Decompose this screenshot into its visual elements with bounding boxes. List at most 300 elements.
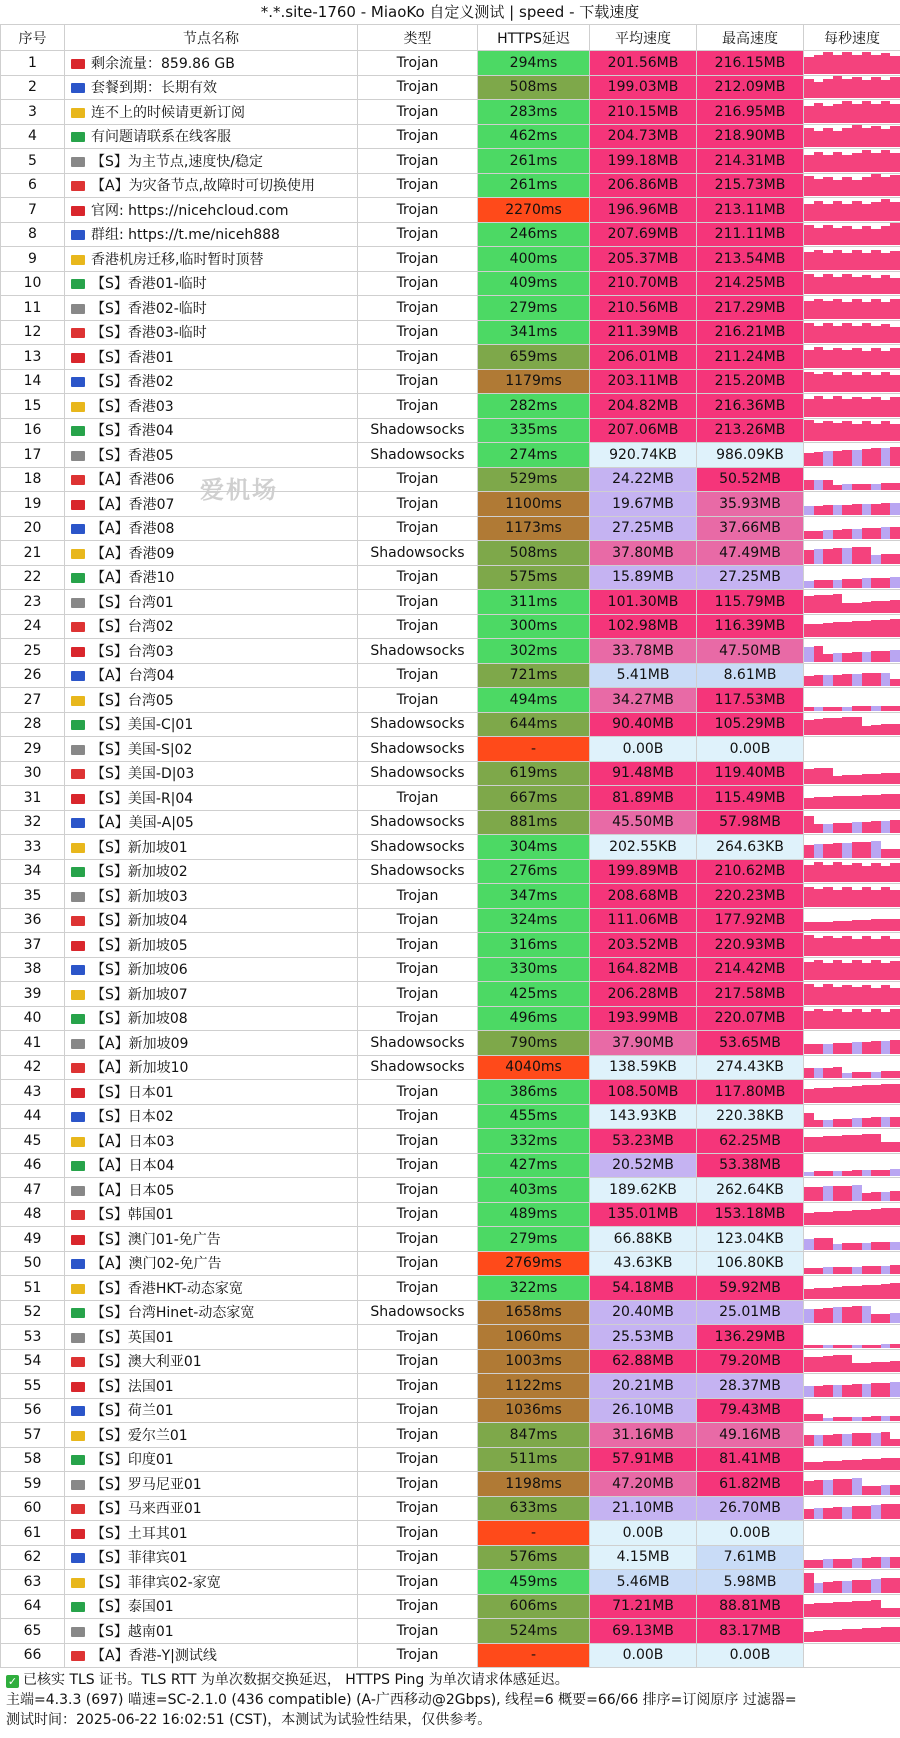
table-row[interactable] (1, 369, 900, 394)
table-row[interactable] (1, 1570, 900, 1595)
flag-icon (71, 941, 85, 951)
node-type: Trojan (358, 565, 478, 590)
table-row[interactable] (1, 933, 900, 958)
https-latency: 462ms (478, 124, 590, 149)
sparkline-bar (871, 1134, 881, 1152)
table-row[interactable] (1, 198, 900, 223)
node-name (65, 320, 358, 345)
sparkline-bar (804, 1481, 814, 1495)
table-row[interactable] (1, 884, 900, 909)
sparkline-bar (814, 1187, 824, 1201)
max-speed: 153.18MB (697, 1202, 804, 1227)
per-second-sparkline (804, 1178, 900, 1203)
sparkline-bar (852, 1286, 862, 1299)
table-row[interactable] (1, 810, 900, 835)
per-second-sparkline (804, 1374, 900, 1399)
node-type: Trojan (358, 1202, 478, 1227)
sparkline-bar (814, 1068, 824, 1078)
max-speed: 61.82MB (697, 1472, 804, 1497)
table-row[interactable] (1, 761, 900, 786)
node-name (65, 369, 358, 394)
table-row[interactable] (1, 565, 900, 590)
per-second-sparkline (804, 1349, 900, 1374)
node-name-text: 【S】台湾02 (91, 619, 174, 636)
flag-icon (71, 304, 85, 314)
table-row[interactable] (1, 1178, 900, 1203)
table-row[interactable] (1, 639, 900, 664)
table-row[interactable] (1, 1619, 900, 1644)
table-row[interactable] (1, 296, 900, 321)
row-index: 51 (1, 1276, 65, 1301)
sparkline-bar (871, 939, 881, 956)
sparkline-bar (871, 651, 881, 661)
https-latency: 274ms (478, 443, 590, 468)
table-row[interactable] (1, 663, 900, 688)
sparkline-bar (814, 131, 824, 148)
flag-icon (71, 1578, 85, 1588)
https-latency: 425ms (478, 982, 590, 1007)
col-header-per-second[interactable]: 每秒速度 (804, 25, 900, 51)
sparkline-bar (871, 1433, 881, 1446)
node-name-text: 【A】香港06 (91, 472, 175, 489)
sparkline-bar (833, 1119, 843, 1127)
sparkline-bar (890, 503, 900, 515)
table-row[interactable] (1, 1129, 900, 1154)
node-type: Trojan (358, 1521, 478, 1546)
table-row[interactable] (1, 1423, 900, 1448)
table-row[interactable] (1, 1398, 900, 1423)
table-row[interactable] (1, 149, 900, 174)
row-index: 54 (1, 1349, 65, 1374)
table-row[interactable] (1, 541, 900, 566)
https-latency: 489ms (478, 1202, 590, 1227)
sparkline-bar (842, 1460, 852, 1470)
table-row[interactable] (1, 443, 900, 468)
avg-speed: 199.89MB (590, 859, 697, 884)
sparkline-bar (852, 180, 862, 197)
avg-speed: 202.55KB (590, 835, 697, 860)
row-index: 31 (1, 786, 65, 811)
avg-speed: 0.00B (590, 1643, 697, 1668)
table-row[interactable] (1, 1031, 900, 1056)
max-speed: 115.49MB (697, 786, 804, 811)
sparkline-bar (871, 1009, 881, 1029)
table-row[interactable] (1, 688, 900, 713)
flag-icon (71, 1553, 85, 1563)
https-latency: 335ms (478, 418, 590, 443)
sparkline-bar (823, 797, 833, 809)
node-name-text: 【S】马来西亚01 (91, 1501, 202, 1518)
sparkline-bar (871, 1486, 881, 1495)
sparkline-bar (842, 274, 852, 294)
sparkline-bar (823, 372, 833, 392)
node-name-text: 【S】香港05 (91, 447, 174, 464)
table-row[interactable] (1, 859, 900, 884)
node-name (65, 516, 358, 541)
sparkline-bar (833, 326, 843, 343)
https-latency: 341ms (478, 320, 590, 345)
https-latency: 633ms (478, 1496, 590, 1521)
sparkline-bar (842, 622, 852, 637)
avg-speed: 0.00B (590, 737, 697, 762)
table-row[interactable] (1, 345, 900, 370)
sparkline-bar (890, 348, 900, 368)
flag-icon (71, 83, 85, 93)
max-speed: 37.66MB (697, 516, 804, 541)
flag-icon (71, 1210, 85, 1220)
row-index: 16 (1, 418, 65, 443)
flag-icon (71, 1651, 85, 1661)
https-latency: 1658ms (478, 1300, 590, 1325)
per-second-sparkline (804, 1447, 900, 1472)
table-row[interactable] (1, 1374, 900, 1399)
table-row[interactable] (1, 908, 900, 933)
sparkline-bar (833, 104, 843, 123)
sparkline-bar (881, 503, 891, 515)
sparkline-bar (804, 1462, 814, 1470)
sparkline-bar (862, 150, 872, 172)
table-row[interactable] (1, 1594, 900, 1619)
sparkline-bar (881, 1142, 891, 1151)
sparkline-bar (814, 595, 824, 613)
table-row[interactable] (1, 737, 900, 762)
row-index: 40 (1, 1006, 65, 1031)
sparkline-bar (823, 707, 833, 711)
table-row[interactable] (1, 492, 900, 517)
table-row[interactable] (1, 1521, 900, 1546)
sparkline-bar (814, 1583, 824, 1593)
flag-icon (71, 132, 85, 142)
sparkline-bar (871, 1285, 881, 1299)
avg-speed: 90.40MB (590, 712, 697, 737)
table-row[interactable] (1, 75, 900, 100)
node-name-text: 【S】新加坡04 (91, 913, 188, 930)
table-row[interactable] (1, 712, 900, 737)
sparkline-bar (833, 1136, 843, 1152)
max-speed: 79.43MB (697, 1398, 804, 1423)
sparkline-bar (804, 887, 814, 907)
col-header-name[interactable]: 节点名称 (65, 25, 358, 51)
sparkline-bar (814, 1212, 824, 1225)
sparkline-bar (890, 1557, 900, 1569)
sparkline-bar (842, 484, 852, 490)
flag-icon (71, 1284, 85, 1294)
col-header-max-speed[interactable]: 最高速度 (697, 25, 804, 51)
node-name-text: 【A】为灾备节点,故障时可切换使用 (91, 178, 316, 195)
sparkline-bar (852, 1384, 862, 1397)
node-name (65, 1619, 358, 1644)
per-second-sparkline (804, 565, 900, 590)
sparkline-bar (823, 580, 833, 588)
sparkline-bar (804, 1386, 814, 1396)
sparkline-bar (814, 797, 824, 808)
sparkline-bar (871, 620, 881, 637)
avg-speed: 135.01MB (590, 1202, 697, 1227)
row-index: 8 (1, 222, 65, 247)
sparkline-bar (842, 226, 852, 246)
sparkline-bar (871, 1505, 881, 1519)
sparkline-bar (852, 529, 862, 540)
table-row[interactable] (1, 1055, 900, 1080)
sparkline-bar (852, 201, 862, 220)
row-index: 9 (1, 247, 65, 272)
sparkline-bar (871, 348, 881, 368)
col-header-latency[interactable]: HTTPS延迟 (478, 25, 590, 51)
sparkline-bar (804, 399, 814, 417)
table-row[interactable] (1, 51, 900, 76)
table-row[interactable] (1, 786, 900, 811)
sparkline-bar (881, 1071, 891, 1078)
sparkline-bar (881, 275, 891, 294)
max-speed: 215.20MB (697, 369, 804, 394)
avg-speed: 20.21MB (590, 1374, 697, 1399)
https-latency: - (478, 1521, 590, 1546)
sparkline-bar (890, 619, 900, 637)
sparkline-bar (862, 602, 872, 613)
table-row[interactable] (1, 1153, 900, 1178)
sparkline-bar (852, 1072, 862, 1078)
sparkline-bar (823, 1171, 833, 1176)
sparkline-bar (862, 204, 872, 221)
node-name (65, 1325, 358, 1350)
table-row[interactable] (1, 271, 900, 296)
table-row[interactable] (1, 1325, 900, 1350)
avg-speed: 24.22MB (590, 467, 697, 492)
table-row[interactable] (1, 320, 900, 345)
table-row[interactable] (1, 1447, 900, 1472)
node-type: Shadowsocks (358, 835, 478, 860)
table-row[interactable] (1, 394, 900, 419)
flag-icon (71, 524, 85, 534)
https-latency: 282ms (478, 394, 590, 419)
table-row[interactable] (1, 1349, 900, 1374)
node-type: Shadowsocks (358, 761, 478, 786)
sparkline-bar (823, 1435, 833, 1446)
sparkline-bar (833, 890, 843, 907)
table-row[interactable] (1, 614, 900, 639)
sparkline-bar (852, 1267, 862, 1275)
sparkline-bar (852, 1086, 862, 1103)
sparkline-bar (823, 1068, 833, 1079)
sparkline-bar (871, 229, 881, 246)
table-row[interactable] (1, 1006, 900, 1031)
table-row[interactable] (1, 982, 900, 1007)
table-row[interactable] (1, 1227, 900, 1252)
avg-speed: 204.73MB (590, 124, 697, 149)
table-row[interactable] (1, 222, 900, 247)
node-type: Trojan (358, 345, 478, 370)
row-index: 23 (1, 590, 65, 615)
node-type: Trojan (358, 933, 478, 958)
window-title: *.*.site-1760 - MiaoKo 自定义测试 | speed - 下载速度 (260, 3, 640, 21)
table-row[interactable] (1, 124, 900, 149)
sparkline-bar (804, 274, 814, 294)
node-type: Trojan (358, 149, 478, 174)
table-row[interactable] (1, 418, 900, 443)
table-row[interactable] (1, 1300, 900, 1325)
table-row[interactable] (1, 1472, 900, 1497)
sparkline-bar (842, 79, 852, 98)
avg-speed: 57.91MB (590, 1447, 697, 1472)
node-type: Shadowsocks (358, 443, 478, 468)
max-speed: 264.63KB (697, 835, 804, 860)
max-speed: 53.65MB (697, 1031, 804, 1056)
sparkline-bar (871, 1383, 881, 1397)
flag-icon (71, 1382, 85, 1392)
table-row[interactable] (1, 1251, 900, 1276)
node-name-text: 【S】澳大利亚01 (91, 1354, 202, 1371)
table-row[interactable] (1, 1202, 900, 1227)
table-row[interactable] (1, 957, 900, 982)
sparkline-bar (871, 1416, 881, 1421)
max-speed: 8.61MB (697, 663, 804, 688)
https-latency: 300ms (478, 614, 590, 639)
per-second-sparkline (804, 1472, 900, 1497)
per-second-sparkline (804, 1080, 900, 1105)
sparkline-bar (890, 223, 900, 245)
sparkline-bar (833, 1461, 843, 1471)
sparkline-bar (842, 579, 852, 588)
table-row[interactable] (1, 467, 900, 492)
max-speed: 214.42MB (697, 957, 804, 982)
table-row[interactable] (1, 247, 900, 272)
table-row[interactable] (1, 835, 900, 860)
sparkline-bar (862, 706, 872, 711)
sparkline-bar (862, 1210, 872, 1226)
sparkline-bar (814, 299, 824, 319)
sparkline-bar (823, 323, 833, 343)
node-type: Trojan (358, 884, 478, 909)
sparkline-bar (814, 374, 824, 392)
flag-icon (71, 745, 85, 755)
per-second-sparkline (804, 1031, 900, 1056)
col-header-index[interactable]: 序号 (1, 25, 65, 51)
node-name (65, 1202, 358, 1227)
sparkline-bar (881, 101, 891, 122)
sparkline-bar (842, 1012, 852, 1030)
sparkline-bar (852, 153, 862, 172)
table-row[interactable] (1, 1496, 900, 1521)
flag-icon (71, 1014, 85, 1024)
table-row[interactable] (1, 590, 900, 615)
sparkline-bar (814, 347, 824, 367)
node-type: Trojan (358, 1227, 478, 1252)
sparkline-bar (814, 922, 824, 931)
per-second-sparkline (804, 345, 900, 370)
flag-icon (71, 1308, 85, 1318)
per-second-sparkline (804, 712, 900, 737)
sparkline-bar (881, 1578, 891, 1592)
node-name (65, 1447, 358, 1472)
sparkline-bar (871, 1579, 881, 1593)
table-row[interactable] (1, 516, 900, 541)
table-row[interactable] (1, 1643, 900, 1668)
row-index: 18 (1, 467, 65, 492)
flag-icon (71, 1161, 85, 1171)
sparkline-bar (833, 1043, 843, 1054)
table-row[interactable] (1, 1545, 900, 1570)
https-latency: 659ms (478, 345, 590, 370)
sparkline-bar (862, 1628, 872, 1642)
avg-speed: 71.21MB (590, 1594, 697, 1619)
https-latency: 276ms (478, 859, 590, 884)
avg-speed: 196.96MB (590, 198, 697, 223)
sparkline-bar (823, 1559, 833, 1568)
sparkline-bar (823, 984, 833, 1004)
sparkline-bar (871, 1459, 881, 1471)
node-name (65, 1006, 358, 1031)
col-header-type[interactable]: 类型 (358, 25, 478, 51)
per-second-sparkline (804, 859, 900, 884)
avg-speed: 138.59KB (590, 1055, 697, 1080)
node-name (65, 1300, 358, 1325)
node-type: Trojan (358, 100, 478, 125)
node-type: Trojan (358, 663, 478, 688)
node-type: Trojan (358, 1423, 478, 1448)
flag-icon (71, 1186, 85, 1196)
sparkline-bar (823, 177, 833, 197)
row-index: 27 (1, 688, 65, 713)
sparkline-bar (862, 351, 872, 368)
sparkline-bar (881, 1627, 891, 1642)
sparkline-bar (871, 1117, 881, 1127)
avg-speed: 62.88MB (590, 1349, 697, 1374)
per-second-sparkline (804, 173, 900, 198)
sparkline-bar (890, 1208, 900, 1225)
sparkline-bar (842, 1073, 852, 1079)
table-row[interactable] (1, 100, 900, 125)
sparkline-bar (871, 960, 881, 980)
sparkline-bar (823, 1308, 833, 1323)
avg-speed: 203.52MB (590, 933, 697, 958)
row-index: 55 (1, 1374, 65, 1399)
https-latency: 667ms (478, 786, 590, 811)
node-name-text: 【A】日本05 (91, 1182, 175, 1199)
sparkline-bar (842, 1434, 852, 1446)
sparkline-bar (823, 1120, 833, 1128)
sparkline-bar (862, 822, 872, 834)
sparkline-bar (842, 302, 852, 319)
sparkline-bar (804, 350, 814, 368)
sparkline-bar (823, 1582, 833, 1593)
sparkline-bar (852, 939, 862, 956)
table-row[interactable] (1, 1104, 900, 1129)
sparkline-bar (833, 548, 843, 564)
sparkline-bar (833, 1287, 843, 1299)
avg-speed: 920.74KB (590, 443, 697, 468)
sparkline-bar (862, 1193, 872, 1201)
table-row[interactable] (1, 1080, 900, 1105)
col-header-avg-speed[interactable]: 平均速度 (590, 25, 697, 51)
node-name (65, 1521, 358, 1546)
sparkline-bar (814, 1435, 824, 1446)
sparkline-bar (804, 323, 814, 343)
max-speed: 47.49MB (697, 541, 804, 566)
sparkline-bar (833, 451, 843, 466)
node-name (65, 1055, 358, 1080)
sparkline-bar (852, 1118, 862, 1127)
avg-speed: 34.27MB (590, 688, 697, 713)
table-row[interactable] (1, 1276, 900, 1301)
node-name (65, 247, 358, 272)
row-index: 37 (1, 933, 65, 958)
sparkline-bar (804, 453, 814, 466)
node-name-text: 【S】越南01 (91, 1623, 174, 1640)
table-row[interactable] (1, 173, 900, 198)
flag-icon (71, 402, 85, 412)
per-second-sparkline (804, 1227, 900, 1252)
sparkline-bar (823, 1345, 833, 1348)
